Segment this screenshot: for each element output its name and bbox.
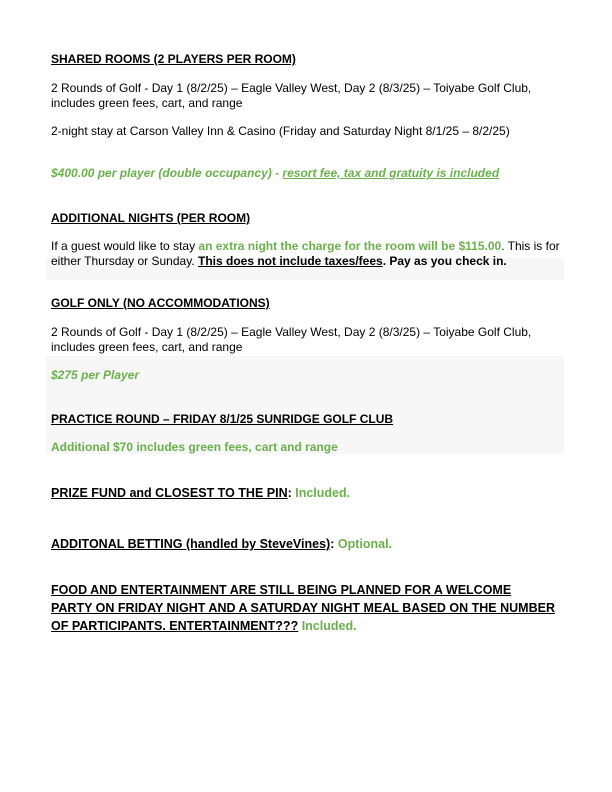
additional-nights-heading: ADDITIONAL NIGHTS (PER ROOM) (51, 211, 251, 225)
additional-nights-checkin-note: . Pay as you check in. (382, 254, 507, 268)
additional-nights-text (51, 239, 566, 269)
golf-only-heading: GOLF ONLY (NO ACCOMMODATIONS) (51, 296, 270, 310)
prize-fund-label: PRIZE FUND and CLOSEST TO THE PIN (51, 486, 288, 500)
additional-nights-text-a: If a guest would like to stay (51, 239, 199, 253)
betting-label: ADDITONAL BETTING (handled by SteveVines) (51, 537, 331, 551)
additional-nights-text-b: . This is for either Thursday or Sunday. (51, 239, 560, 268)
shared-rooms-stay-line: 2-night stay at Carson Valley Inn & Casino (Friday and Saturday Night 8/1/25 – 8/2/25) (51, 124, 510, 138)
golf-only-price: $275 per Player (51, 368, 140, 382)
shared-rooms-price (51, 166, 566, 181)
shared-rooms-heading: SHARED ROOMS (2 PLAYERS PER ROOM) (51, 52, 296, 66)
food-text: FOOD AND ENTERTAINMENT ARE STILL BEING PLANNED FOR A WELCOME PARTY ON FRIDAY NIGHT AND A SATURDAY NIGHT MEAL BASED ON THE NUMBER OF PARTICIPANTS. ENTERTAINMENT??? (51, 583, 555, 633)
prize-fund-colon: : (287, 486, 296, 500)
practice-round-heading: PRACTICE ROUND – FRIDAY 8/1/25 SUNRIDGE GOLF CLUB (51, 412, 394, 426)
prize-fund-line (51, 486, 566, 501)
food-paragraph (51, 581, 556, 635)
prize-fund-value: Included. (295, 486, 351, 500)
golf-only-golf-line: 2 Rounds of Golf - Day 1 (8/2/25) – Eagle Valley West, Day 2 (8/3/25) – Toiyabe Golf Club, includes green fees, cart, and range (51, 325, 532, 354)
betting-line (51, 537, 566, 552)
shared-rooms-price-note: resort fee, tax and gratuity is included (282, 166, 500, 180)
shared-rooms-golf-line: 2 Rounds of Golf - Day 1 (8/2/25) – Eagle Valley West, Day 2 (8/3/25) – Toiyabe Golf Club, includes green fees, cart, and range (51, 81, 532, 110)
betting-value: Optional. (337, 537, 393, 551)
additional-nights-taxes-note: This does not include taxes/fees (197, 254, 383, 268)
food-value: Included. (301, 619, 357, 633)
betting-colon: : (330, 537, 338, 551)
additional-nights-charge: an extra night the charge for the room will be $115.00 (198, 239, 502, 253)
shared-rooms-price-text: $400.00 per player (double occupancy) - (51, 166, 283, 180)
practice-round-price: Additional $70 includes green fees, cart and range (51, 440, 338, 454)
